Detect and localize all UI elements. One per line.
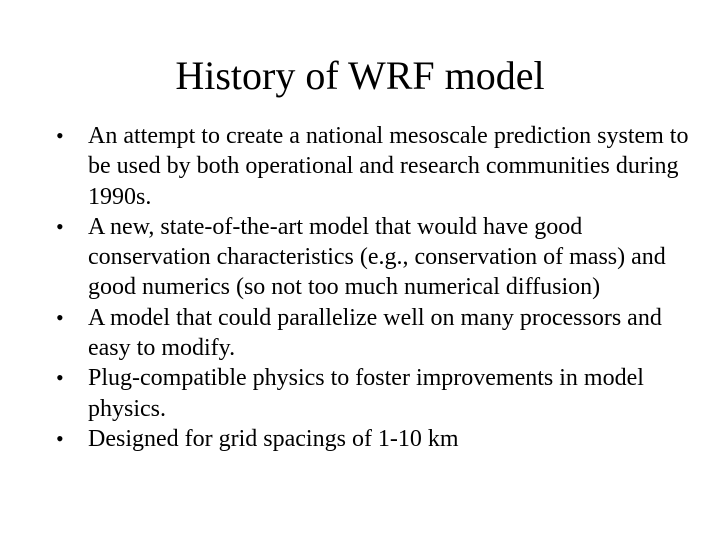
bullet-item [56, 424, 696, 454]
slide-title: History of WRF model [175, 53, 545, 98]
bullet-marker: • [56, 123, 64, 148]
bullet-text: A new, state-of-the-art model that would have good conservation characteristics (e.g., conservation of mass) and good numerics (so not too much numerical diffusion) [88, 213, 666, 301]
bullet-marker: • [56, 213, 64, 239]
bullet-text: A model that could parallelize well on many processors and easy to modify. [88, 304, 662, 362]
bullet-marker: • [56, 304, 64, 330]
bullet-marker: • [56, 425, 64, 451]
bullet-text: An attempt to create a national mesoscale prediction system to be used by both operational and research communities during 1990s. [88, 123, 689, 210]
bullet-list [56, 121, 696, 454]
bullet-marker: • [56, 365, 64, 391]
bullet-item [56, 212, 696, 303]
bullet-item [56, 363, 696, 424]
bullet-text: Designed for grid spacings of 1-10 km [88, 425, 459, 452]
bullet-item [56, 303, 696, 364]
bullet-text: Plug-compatible physics to foster improvements in model physics. [88, 365, 644, 422]
bullet-item [56, 121, 696, 212]
